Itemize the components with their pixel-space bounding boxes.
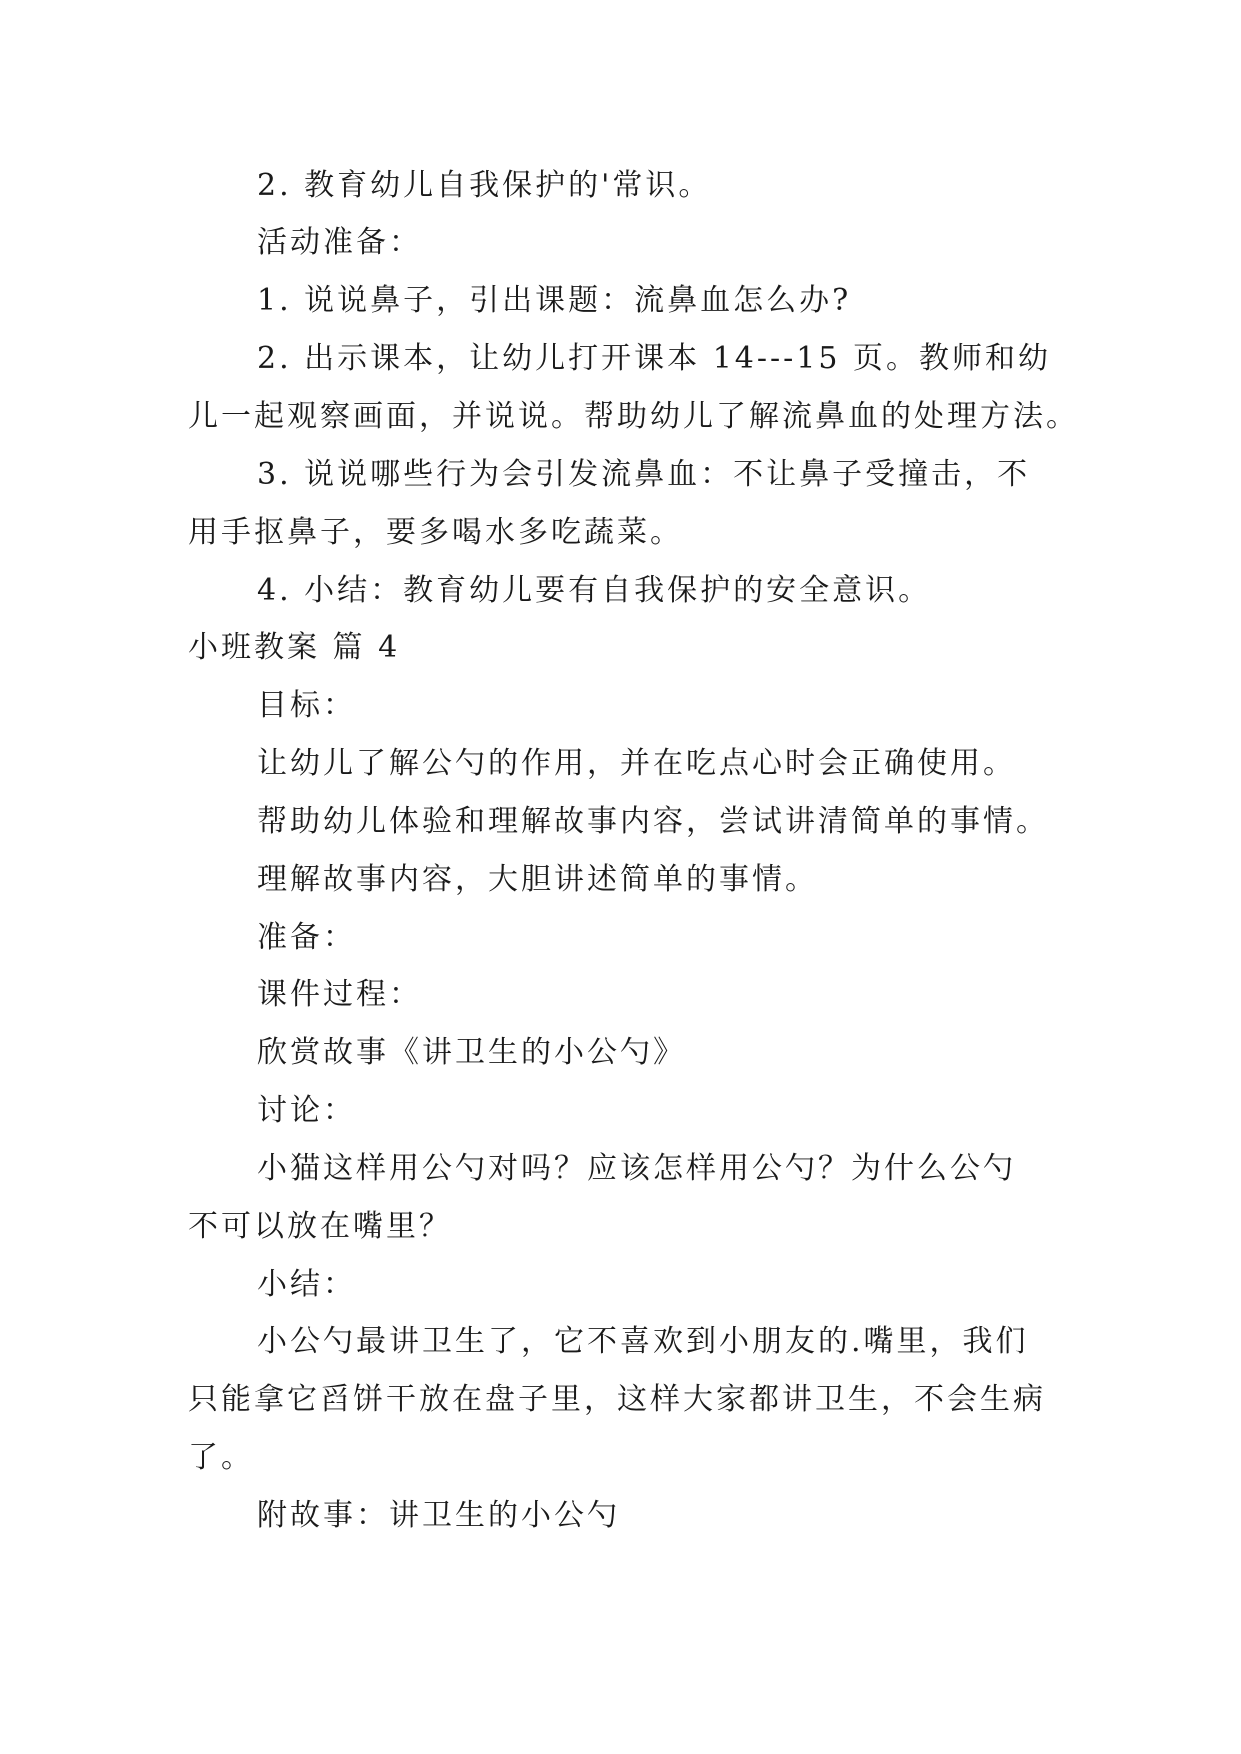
paragraph-line: 小猫这样用公勺对吗？应该怎样用公勺？为什么公勺 (257, 1151, 1016, 1186)
paragraph-line: 1. 说说鼻子，引出课题：流鼻血怎么办? (257, 283, 852, 318)
paragraph-line: 欣赏故事《讲卫生的小公勺》 (257, 1035, 686, 1070)
section-title: 小班教案 篇 4 (188, 630, 401, 665)
section-heading: 小结： (257, 1267, 356, 1302)
section-heading: 讨论： (257, 1093, 356, 1128)
paragraph-line: 了。 (188, 1440, 254, 1475)
paragraph-line: 用手抠鼻子，要多喝水多吃蔬菜。 (188, 515, 683, 550)
paragraph-line: 附故事：讲卫生的小公勺 (257, 1498, 620, 1533)
paragraph-line: 只能拿它舀饼干放在盘子里，这样大家都讲卫生，不会生病 (188, 1382, 1046, 1417)
paragraph-line: 2. 教育幼儿自我保护的'常识。 (257, 168, 712, 203)
section-heading: 准备： (257, 920, 356, 955)
paragraph-line: 4. 小结：教育幼儿要有自我保护的安全意识。 (257, 573, 932, 608)
paragraph-line: 儿一起观察画面，并说说。帮助幼儿了解流鼻血的处理方法。 (188, 399, 1079, 434)
paragraph-line: 不可以放在嘴里？ (188, 1209, 452, 1244)
paragraph-line: 小公勺最讲卫生了，它不喜欢到小朋友的.嘴里，我们 (257, 1324, 1029, 1359)
paragraph-line: 3. 说说哪些行为会引发流鼻血：不让鼻子受撞击，不 (257, 457, 1031, 492)
paragraph-line: 理解故事内容，大胆讲述简单的事情。 (257, 862, 818, 897)
paragraph-line: 让幼儿了解公勺的作用，并在吃点心时会正确使用。 (257, 746, 1016, 781)
section-heading: 活动准备： (257, 225, 422, 260)
paragraph-line: 2. 出示课本，让幼儿打开课本 14---15 页。教师和幼 (257, 341, 1051, 376)
section-heading: 目标： (257, 688, 356, 723)
section-heading: 课件过程： (257, 977, 422, 1012)
paragraph-line: 帮助幼儿体验和理解故事内容，尝试讲清简单的事情。 (257, 804, 1049, 839)
